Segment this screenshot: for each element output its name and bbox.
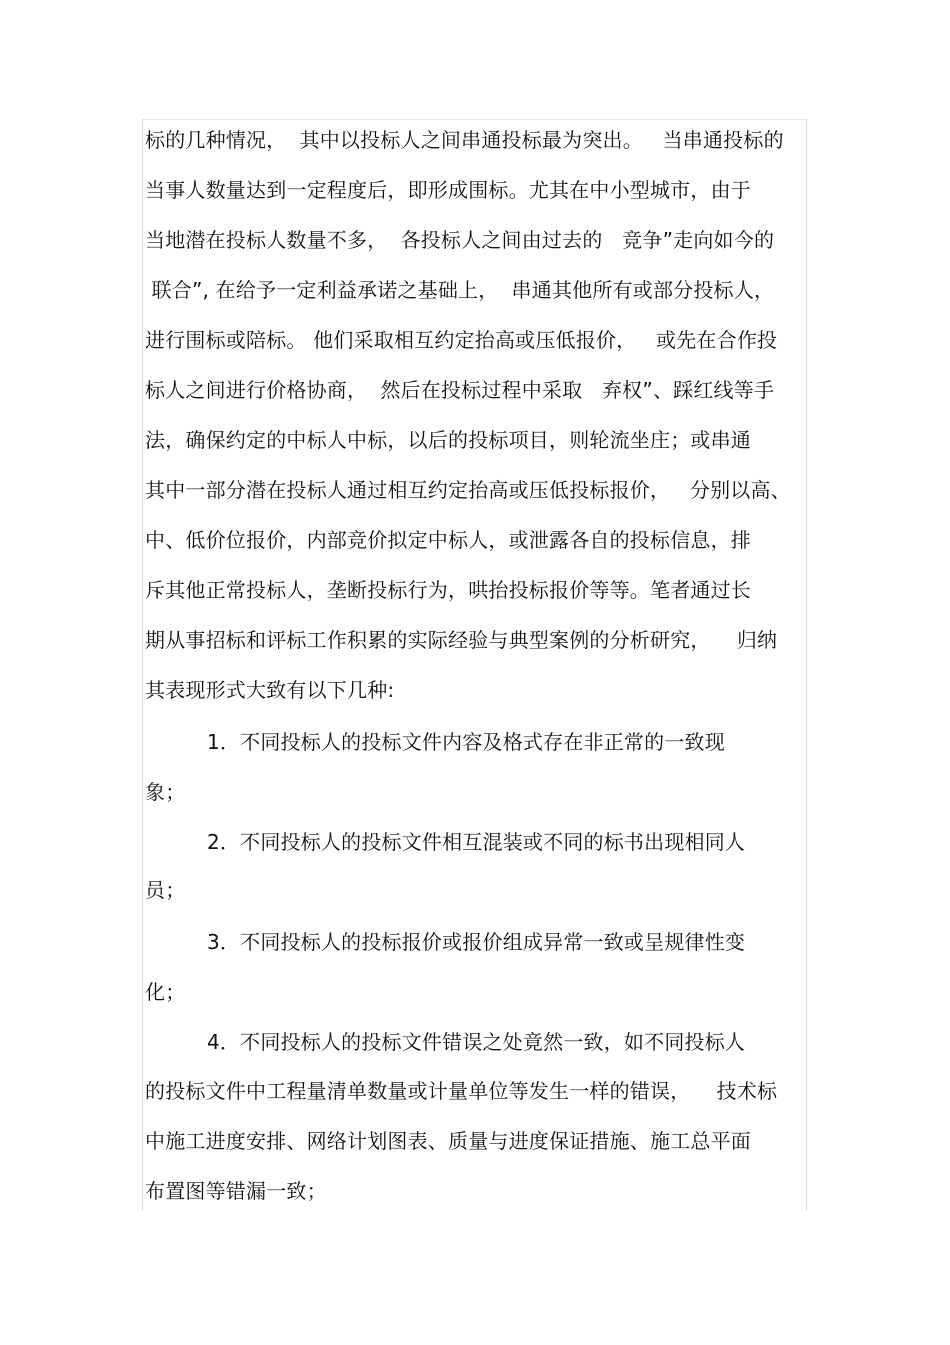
text-line-8: 其中一部分潜在投标人通过相互约定抬高或压低投标报价， 分别以高、 [145,478,791,502]
list-item-3-line-1: 3．不同投标人的投标报价或报价组成异常一致或呈规律性变 [207,930,746,954]
text-line-9: 中、低价位报价，内部竞价拟定中标人，或泄露各自的投标信息，排 [145,528,751,552]
text-line-3: 当地潜在投标人数量不多， 各投标人之间由过去的 竞争”走向如今的 [145,228,775,252]
list-item-4-line-2: 的投标文件中工程量清单数量或计量单位等发生一样的错误， 技术标 [145,1079,778,1103]
text-line-5: 进行围标或陪标。 他们采取相互约定抬高或压低报价， 或先在合作投 [145,328,778,352]
text-line-12: 其表现形式大致有以下几种: [145,678,395,702]
list-item-4-line-1: 4．不同投标人的投标文件错误之处竟然一致，如不同投标人 [207,1030,746,1054]
list-item-1-line-1: 1．不同投标人的投标文件内容及格式存在非正常的一致现 [207,730,725,754]
text-line-6: 标人之间进行价格协商， 然后在投标过程中采取 弃权”、踩红线等手 [145,378,775,402]
list-item-2-line-1: 2．不同投标人的投标文件相互混装或不同的标书出现相同人 [207,830,746,854]
text-line-10: 斥其他正常投标人，垄断投标行为，哄抬投标报价等等。笔者通过长 [145,578,751,602]
list-item-2-line-2: 员； [145,878,186,902]
list-item-4-line-4: 布置图等错漏一致； [145,1179,327,1203]
list-item-4-line-3: 中施工进度安排、网络计划图表、质量与进度保证措施、施工总平面 [145,1129,751,1153]
text-line-7: 法，确保约定的中标人中标，以后的投标项目，则轮流坐庄；或串通 [145,428,751,452]
list-item-3-line-2: 化； [145,980,186,1004]
text-line-11: 期从事招标和评标工作积累的实际经验与典型案例的分析研究， 归纳 [145,628,778,652]
text-line-1: 标的几种情况， 其中以投标人之间串通投标最为突出。 当串通投标的 [145,128,784,152]
text-line-4: 联合”, 在给予一定利益承诺之基础上， 串通其他所有或部分投标人， [145,278,775,302]
list-item-1-line-2: 象； [145,780,186,804]
text-line-2: 当事人数量达到一定程度后，即形成围标。尤其在中小型城市，由于 [145,178,751,202]
